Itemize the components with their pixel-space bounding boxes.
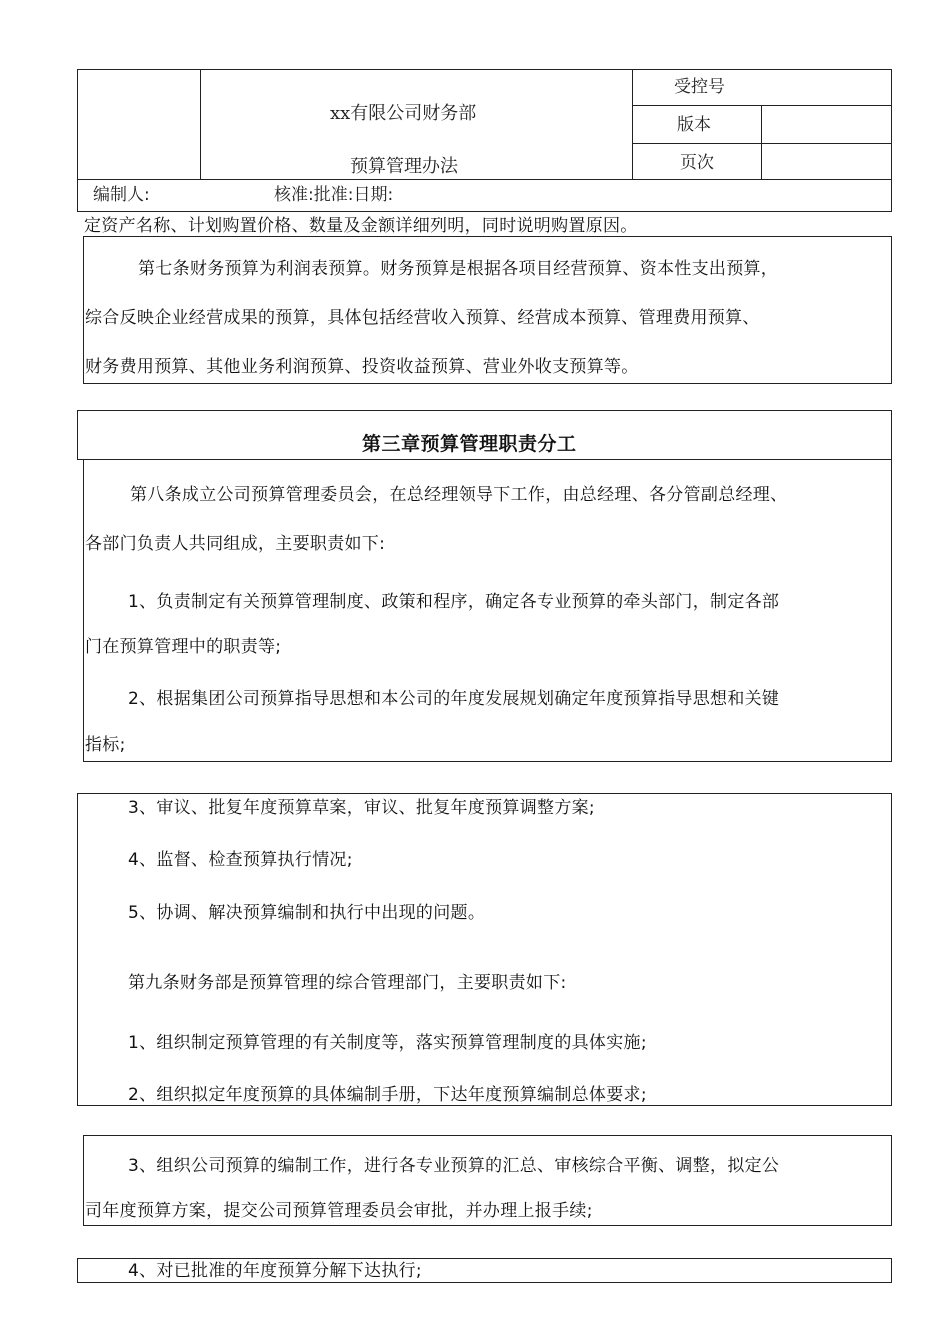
article-7-line-3: 财务费用预算、其他业务利润预算、投资收益预算、营业外收支预算等。 [85,357,639,377]
article-9-text: 第九条财务部是预算管理的综合管理部门，主要职责如下: [128,973,567,993]
duty-3-text: 3、审议、批复年度预算草案，审议、批复年度预算调整方案; [128,798,595,818]
version-label: 版本 [677,115,711,135]
approval-label: 核准:批准:日期: [274,185,394,205]
chapter-3-title: 第三章预算管理职责分工 [362,433,577,455]
article-8-line-4: 门在预算管理中的职责等; [85,637,282,657]
article-8-line-2: 各部门负责人共同组成，主要职责如下: [85,534,386,554]
article-7-line-1: 第七条财务预算为利润表预算。财务预算是根据各项目经营预算、资本性支出预算， [138,259,779,279]
header-divider-right [632,69,633,180]
document-title: 预算管理办法 [350,156,458,177]
finance-duty-1-text: 1、组织制定预算管理的有关制度等，落实预算管理制度的具体实施; [128,1033,647,1053]
finance-duty-2-text: 2、组织拟定年度预算的具体编制手册，下达年度预算编制总体要求; [128,1085,647,1105]
company-name: xx有限公司财务部 [330,103,477,124]
duty-5-text: 5、协调、解决预算编制和执行中出现的问题。 [128,903,486,923]
article-7-line-2: 综合反映企业经营成果的预算，具体包括经营收入预算、经营成本预算、管理费用预算、 [85,308,760,328]
article-8-line-3: 1、负责制定有关预算管理制度、政策和程序，确定各专业预算的牵头部门，制定各部 [128,592,780,612]
prepared-by-row [77,179,892,212]
finance-duty-3-line-1: 3、组织公司预算的编制工作，进行各专业预算的汇总、审核综合平衡、调整，拟定公 [128,1156,780,1176]
article-8-line-6: 指标; [85,735,126,755]
continuation-text: 定资产名称、计划购置价格、数量及金额详细列明，同时说明购置原因。 [84,216,638,236]
finance-duty-3-line-2: 司年度预算方案，提交公司预算管理委员会审批，并办理上报手续; [85,1201,593,1221]
article-8-line-5: 2、根据集团公司预算指导思想和本公司的年度发展规划确定年度预算指导思想和关键 [128,689,780,709]
finance-duty-4-text: 4、对已批准的年度预算分解下达执行; [128,1261,422,1281]
prepared-by-label: 编制人: [93,185,150,205]
duty-4-text: 4、监督、检查预算执行情况; [128,850,353,870]
header-value-divider [761,105,762,180]
article-8-line-1: 第八条成立公司预算管理委员会，在总经理领导下工作，由总经理、各分管副总经理、 [130,485,788,505]
header-divider-left [200,69,201,180]
header-row-divider-2 [632,143,892,144]
control-number-label: 受控号 [674,77,725,97]
page-number-label: 页次 [680,153,714,173]
header-row-divider-1 [632,105,892,106]
responsibilities-box-1 [77,793,892,1106]
